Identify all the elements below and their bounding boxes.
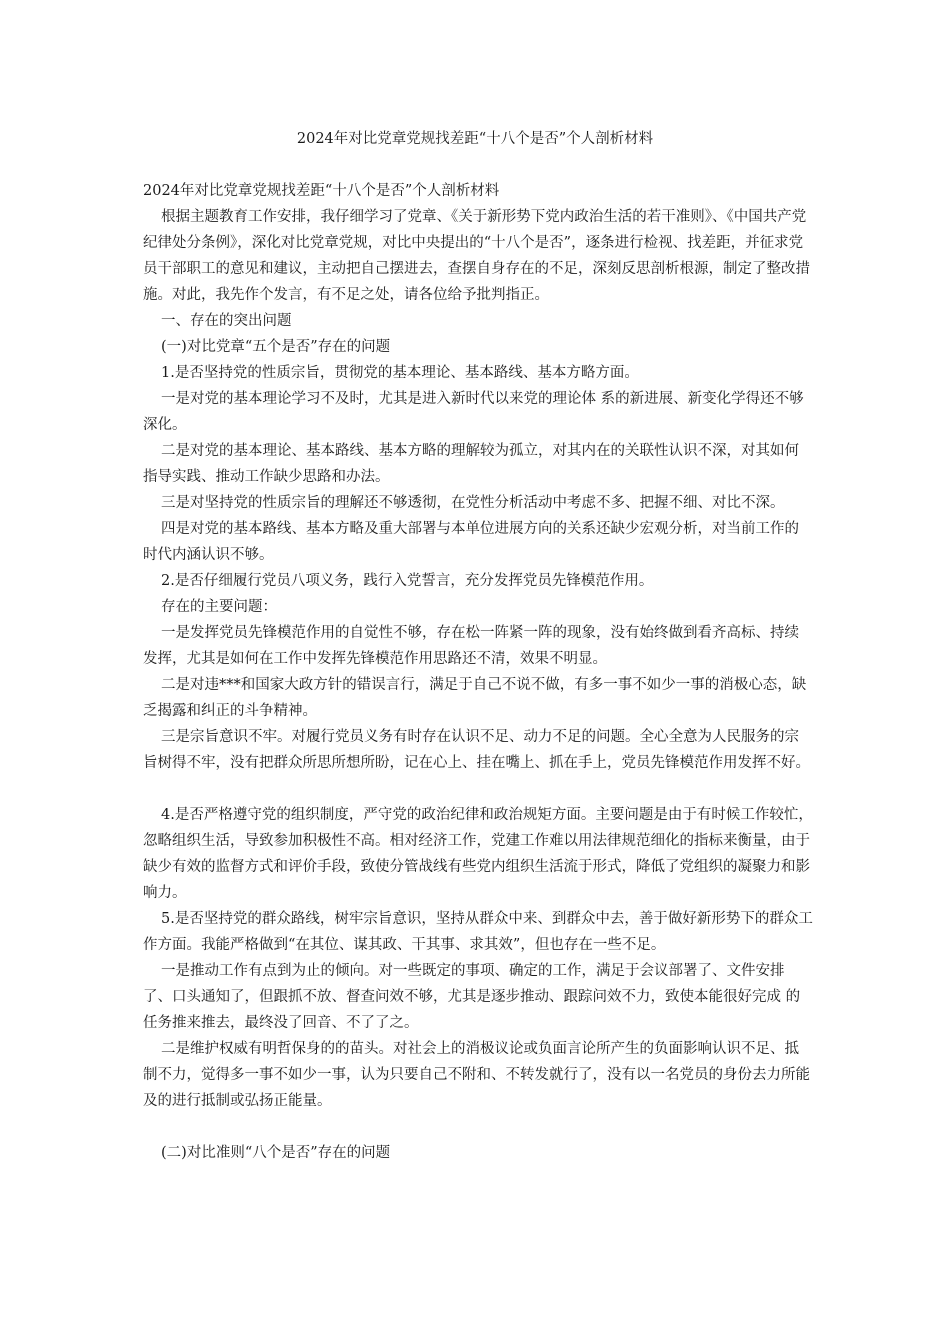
- item-heading-5: 5.是否坚持党的群众路线，树牢宗旨意识，坚持从群众中来、到群众中去，善于做好新形势下的群众工作方面。我能严格做到“在其位、谋其政、干其事、求其效”，但也存在一些不足。: [143, 911, 813, 953]
- body-heading: 2024年对比党章党规找差距“十八个是否”个人剖析材料: [143, 183, 500, 199]
- item-heading-2: 2.是否仔细履行党员八项义务，践行入党誓言，充分发挥党员先锋模范作用。: [161, 573, 654, 589]
- section-heading-1: 一、存在的突出问题: [161, 313, 292, 329]
- paragraph: 二是对违***和国家大政方针的错误言行，满足于自己不说不做，有多一事不如少一事的消极心态，缺乏揭露和纠正的斗争精神。: [143, 677, 807, 719]
- paragraph: 二是对党的基本理论、基本路线、基本方略的理解较为孤立，对其内在的关联性认识不深，对其如何指导实践、推动工作缺少思路和办法。: [143, 443, 799, 485]
- blank-line: [143, 1114, 813, 1140]
- paragraph: 一是推动工作有点到为止的倾向。对一些既定的事项、确定的工作，满足于会议部署了、文件安排了、口头通知了，但跟抓不放、督查问效不够，尤其是逐步推动、跟踪问效不力，致使本能很好完成 的任务推来推去，最终没了回音、不了了之。: [143, 963, 801, 1031]
- paragraph-intro: 根据主题教育工作安排，我仔细学习了党章、《关于新形势下党内政治生活的若干准则》、《中国共产党纪律处分条例》，深化对比党章党规，对比中央提出的“十八个是否”，逐条进行检视、找差距，并征求党员干部职工的意见和建议，主动把自己摆进去，查摆自身存在的不足，深刻反思剖析根源，制定了整改措施。对此，我先作个发言，有不足之处，请各位给予批判指正。: [143, 209, 810, 303]
- subsection-heading-2: (二)对比准则“八个是否”存在的问题: [161, 1145, 391, 1161]
- paragraph: 四是对党的基本路线、基本方略及重大部署与本单位进展方向的关系还缺少宏观分析，对当前工作的时代内涵认识不够。: [143, 521, 799, 563]
- paragraph: 二是维护权威有明哲保身的的苗头。对社会上的消极议论或负面言论所产生的负面影响认识不足、抵制不力，觉得多一事不如少一事，认为只要自己不附和、不转发就行了，没有以一名党员的身份去力所能及的进行抵制或弘扬正能量。: [143, 1041, 810, 1109]
- paragraph: 一是发挥党员先锋模范作用的自觉性不够，存在松一阵紧一阵的现象，没有始终做到看齐高标、持续发挥，尤其是如何在工作中发挥先锋模范作用思路还不清，效果不明显。: [143, 625, 799, 667]
- paragraph: 三是宗旨意识不牢。对履行党员义务有时存在认识不足、动力不足的问题。全心全意为人民服务的宗旨树得不牢，没有把群众所思所想所盼，记在心上、挂在嘴上、抓在手上，党员先锋模范作用发挥不好。: [143, 729, 810, 771]
- paragraph: 三是对坚持党的性质宗旨的理解还不够透彻，在党性分析活动中考虑不多、把握不细、对比不深。: [161, 495, 785, 511]
- paragraph: 存在的主要问题：: [161, 599, 277, 615]
- blank-line: [143, 776, 813, 802]
- subsection-heading-1: (一)对比党章“五个是否”存在的问题: [161, 339, 391, 355]
- item-heading-1: 1.是否坚持党的性质宗旨，贯彻党的基本理论、基本路线、基本方略方面。: [161, 365, 639, 381]
- document-body: [143, 178, 813, 1166]
- document-title: 2024年对比党章党规找差距“十八个是否”个人剖析材料: [296, 131, 654, 147]
- paragraph: 一是对党的基本理论学习不及时，尤其是进入新时代以来党的理论体 系的新进展、新变化学得还不够深化。: [143, 391, 804, 433]
- item-heading-4: 4.是否严格遵守党的组织制度，严守党的政治纪律和政治规矩方面。主要问题是由于有时候工作较忙，忽略组织生活，导致参加积极性不高。相对经济工作，党建工作难以用法律规范细化的指标来衡量，由于缺少有效的监督方式和评价手段，致使分管战线有些党内组织生活流于形式，降低了党组织的凝聚力和影响力。: [143, 807, 813, 901]
